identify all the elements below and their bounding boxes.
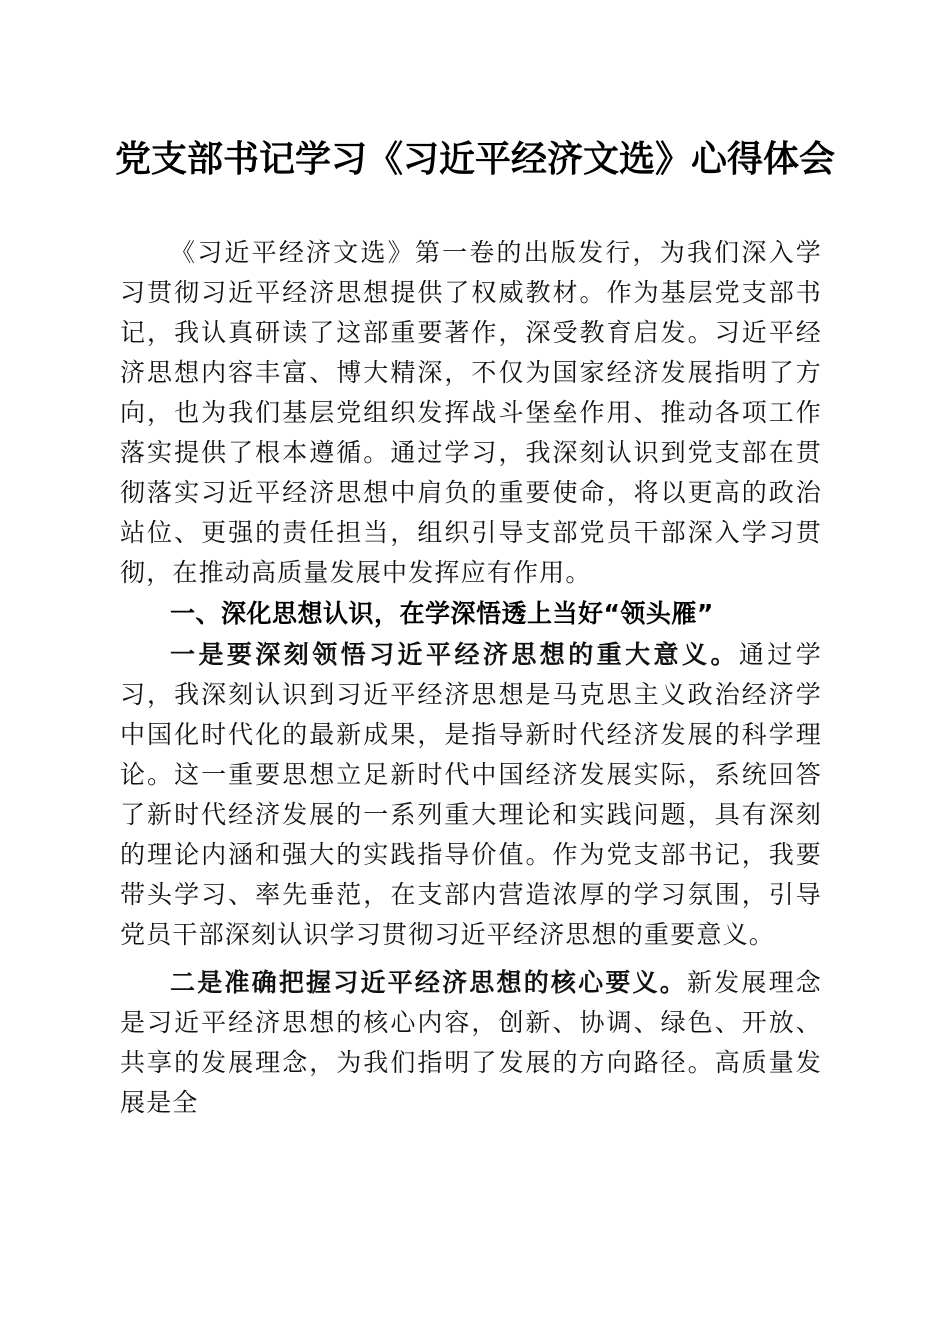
point-lead-1: 一是要深刻领悟习近平经济思想的重大意义。 [170,640,739,669]
point-lead-2: 二是准确把握习近平经济思想的核心要义。 [170,968,687,997]
point-text-1: 通过学习，我深刻认识到习近平经济思想是马克思主义政治经济学中国化时代化的最新成果，是指导新时代经济发展的科学理论。这一重要思想立足新时代中国经济发展实际，系统回答了新时代经济发展的一系列重大理论和实践问题，具有深刻的理论内涵和强大的实践指导价值。作为党支部书记，我要带头学习、率先垂范，在支部内营造浓厚的学习氛围，引导党员干部深刻认识学习贯彻习近平经济思想的重要意义。 [120,640,822,949]
document-title: 党支部书记学习《习近平经济文选》心得体会 [114,138,835,180]
section-heading-1: 一、深化思想认识，在学深悟透上当好“领头雁” [170,599,714,628]
point-text-2: 新发展理念是习近平经济思想的核心内容，创新、协调、绿色、开放、共享的发展理念，为我们指明了发展的方向路径。高质量发展是全 [120,968,822,1117]
point-paragraph-1 [120,635,822,955]
intro-paragraph: 《习近平经济文选》第一卷的出版发行，为我们深入学习贯彻习近平经济思想提供了权威教材。作为基层党支部书记，我认真研读了这部重要著作，深受教育启发。习近平经济思想内容丰富、博大精深，不仅为国家经济发展指明了方向，也为我们基层党组织发挥战斗堡垒作用、推动各项工作落实提供了根本遵循。通过学习，我深刻认识到党支部在贯彻落实习近平经济思想中肩负的重要使命，将以更高的政治站位、更强的责任担当，组织引导支部党员干部深入学习贯彻，在推动高质量发展中发挥应有作用。 [120,238,822,587]
point-paragraph-2 [120,963,822,1123]
document-body [120,233,822,1124]
